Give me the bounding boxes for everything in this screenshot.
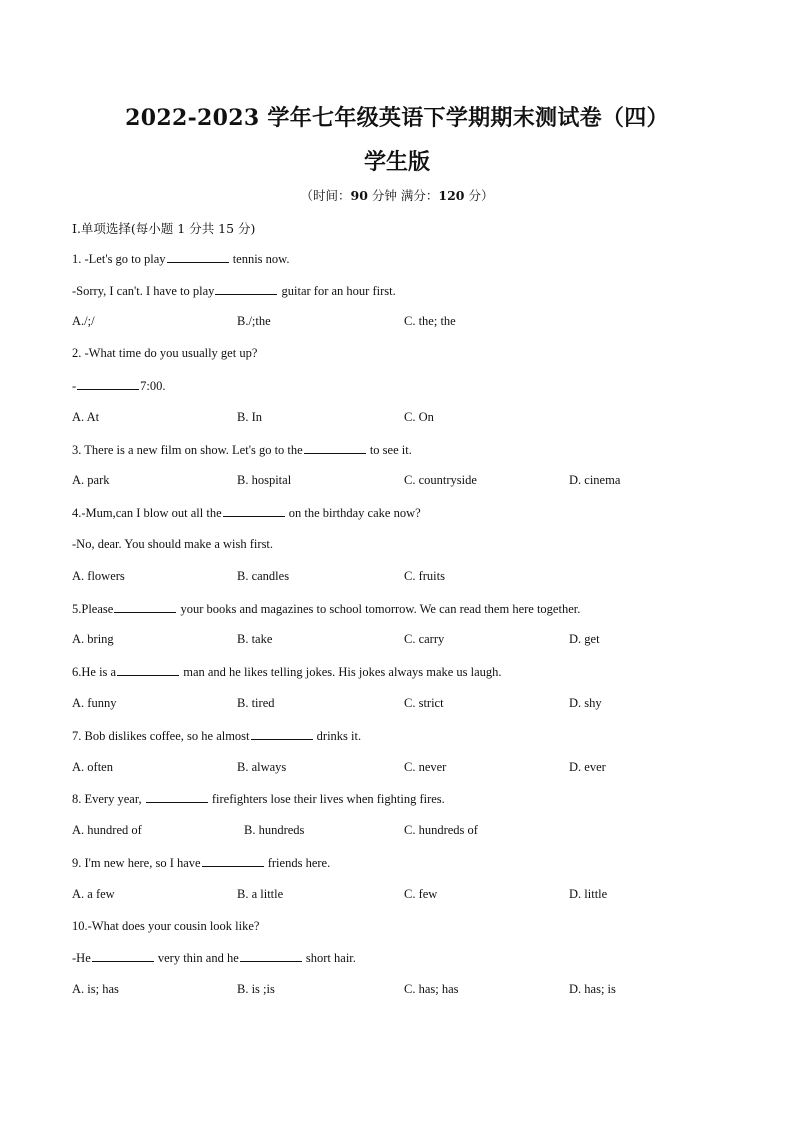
question-6-option-c: C. strict — [404, 696, 444, 710]
exam-title: 2022-2023 学年七年级英语下学期期末测试卷（四） — [125, 105, 669, 131]
answer-blank — [114, 601, 176, 613]
question-9-option-b: B. a little — [237, 887, 284, 901]
question-10-option-c: C. has; has — [404, 982, 459, 996]
question-5-option-d: D. get — [569, 632, 600, 646]
question-8-stem: 8. Every year, firefighters lose their lives when fighting fires. — [72, 792, 445, 806]
question-10-option-a: A. is; has — [72, 982, 119, 996]
question-6-option-b: B. tired — [237, 696, 275, 710]
exam-info: （时间：90 分钟 满分：120 分） — [300, 188, 494, 203]
question-10-line2: -He very thin and he short hair. — [72, 951, 356, 965]
question-6-stem: 6.He is a man and he likes telling jokes. His jokes always make us laugh. — [72, 665, 502, 679]
question-8-option-b: B. hundreds — [244, 823, 305, 837]
question-5-stem: 5.Please your books and magazines to school tomorrow. We can read them here together. — [72, 602, 581, 616]
question-1-line2: -Sorry, I can't. I have to play guitar for an hour first. — [72, 284, 396, 298]
question-8-option-a: A. hundred of — [72, 823, 142, 837]
question-3-option-a: A. park — [72, 473, 110, 487]
question-4-option-a: A. flowers — [72, 569, 125, 583]
question-8-option-c: C. hundreds of — [404, 823, 478, 837]
question-4-stem: 4.-Mum,can I blow out all the on the birthday cake now? — [72, 506, 421, 520]
question-1-stem: 1. -Let's go to play tennis now. — [72, 252, 290, 266]
question-3-option-b: B. hospital — [237, 473, 292, 487]
question-2-stem: 2. -What time do you usually get up? — [72, 346, 258, 360]
answer-blank — [251, 728, 313, 740]
question-10-option-d: D. has; is — [569, 982, 616, 996]
question-7-option-a: A. often — [72, 760, 113, 774]
question-7-stem: 7. Bob dislikes coffee, so he almost drinks it. — [72, 729, 362, 743]
question-5-option-b: B. take — [237, 632, 273, 646]
question-3-option-d: D. cinema — [569, 473, 621, 487]
question-1-option-b: B./;the — [237, 314, 271, 328]
question-3-stem: 3. There is a new film on show. Let's go to the to see it. — [72, 443, 412, 457]
question-9-stem: 9. I'm new here, so I have friends here. — [72, 856, 331, 870]
question-7-option-d: D. ever — [569, 760, 606, 774]
answer-blank — [240, 950, 302, 962]
section-heading: I.单项选择(每小题 1 分共 15 分) — [72, 221, 256, 236]
answer-blank — [202, 855, 264, 867]
exam-subtitle: 学生版 — [363, 149, 430, 175]
answer-blank — [92, 950, 154, 962]
question-4-option-c: C. fruits — [404, 569, 445, 583]
question-6-option-d: D. shy — [569, 696, 602, 710]
question-9-option-a: A. a few — [72, 887, 115, 901]
answer-blank — [117, 664, 179, 676]
question-9-option-d: D. little — [569, 887, 608, 901]
question-6-option-a: A. funny — [72, 696, 117, 710]
answer-blank — [304, 442, 366, 454]
question-10-option-b: B. is ;is — [237, 982, 275, 996]
answer-blank — [146, 791, 208, 803]
question-5-option-a: A. bring — [72, 632, 114, 646]
question-3-option-c: C. countryside — [404, 473, 477, 487]
question-2-option-a: A. At — [72, 410, 100, 424]
question-5-option-c: C. carry — [404, 632, 445, 646]
answer-blank — [167, 251, 229, 263]
question-7-option-b: B. always — [237, 760, 287, 774]
question-10-stem: 10.-What does your cousin look like? — [72, 919, 260, 933]
question-4-option-b: B. candles — [237, 569, 290, 583]
answer-blank — [223, 505, 285, 517]
question-1-option-c: C. the; the — [404, 314, 456, 328]
question-4-line2: -No, dear. You should make a wish first. — [72, 537, 274, 551]
answer-blank — [77, 378, 139, 390]
answer-blank — [215, 283, 277, 295]
question-2-option-c: C. On — [404, 410, 434, 424]
question-2-line2: - 7:00. — [72, 379, 166, 393]
question-7-option-c: C. never — [404, 760, 447, 774]
question-2-option-b: B. In — [237, 410, 262, 424]
question-1-option-a: A./;/ — [72, 314, 95, 328]
question-9-option-c: C. few — [404, 887, 438, 901]
